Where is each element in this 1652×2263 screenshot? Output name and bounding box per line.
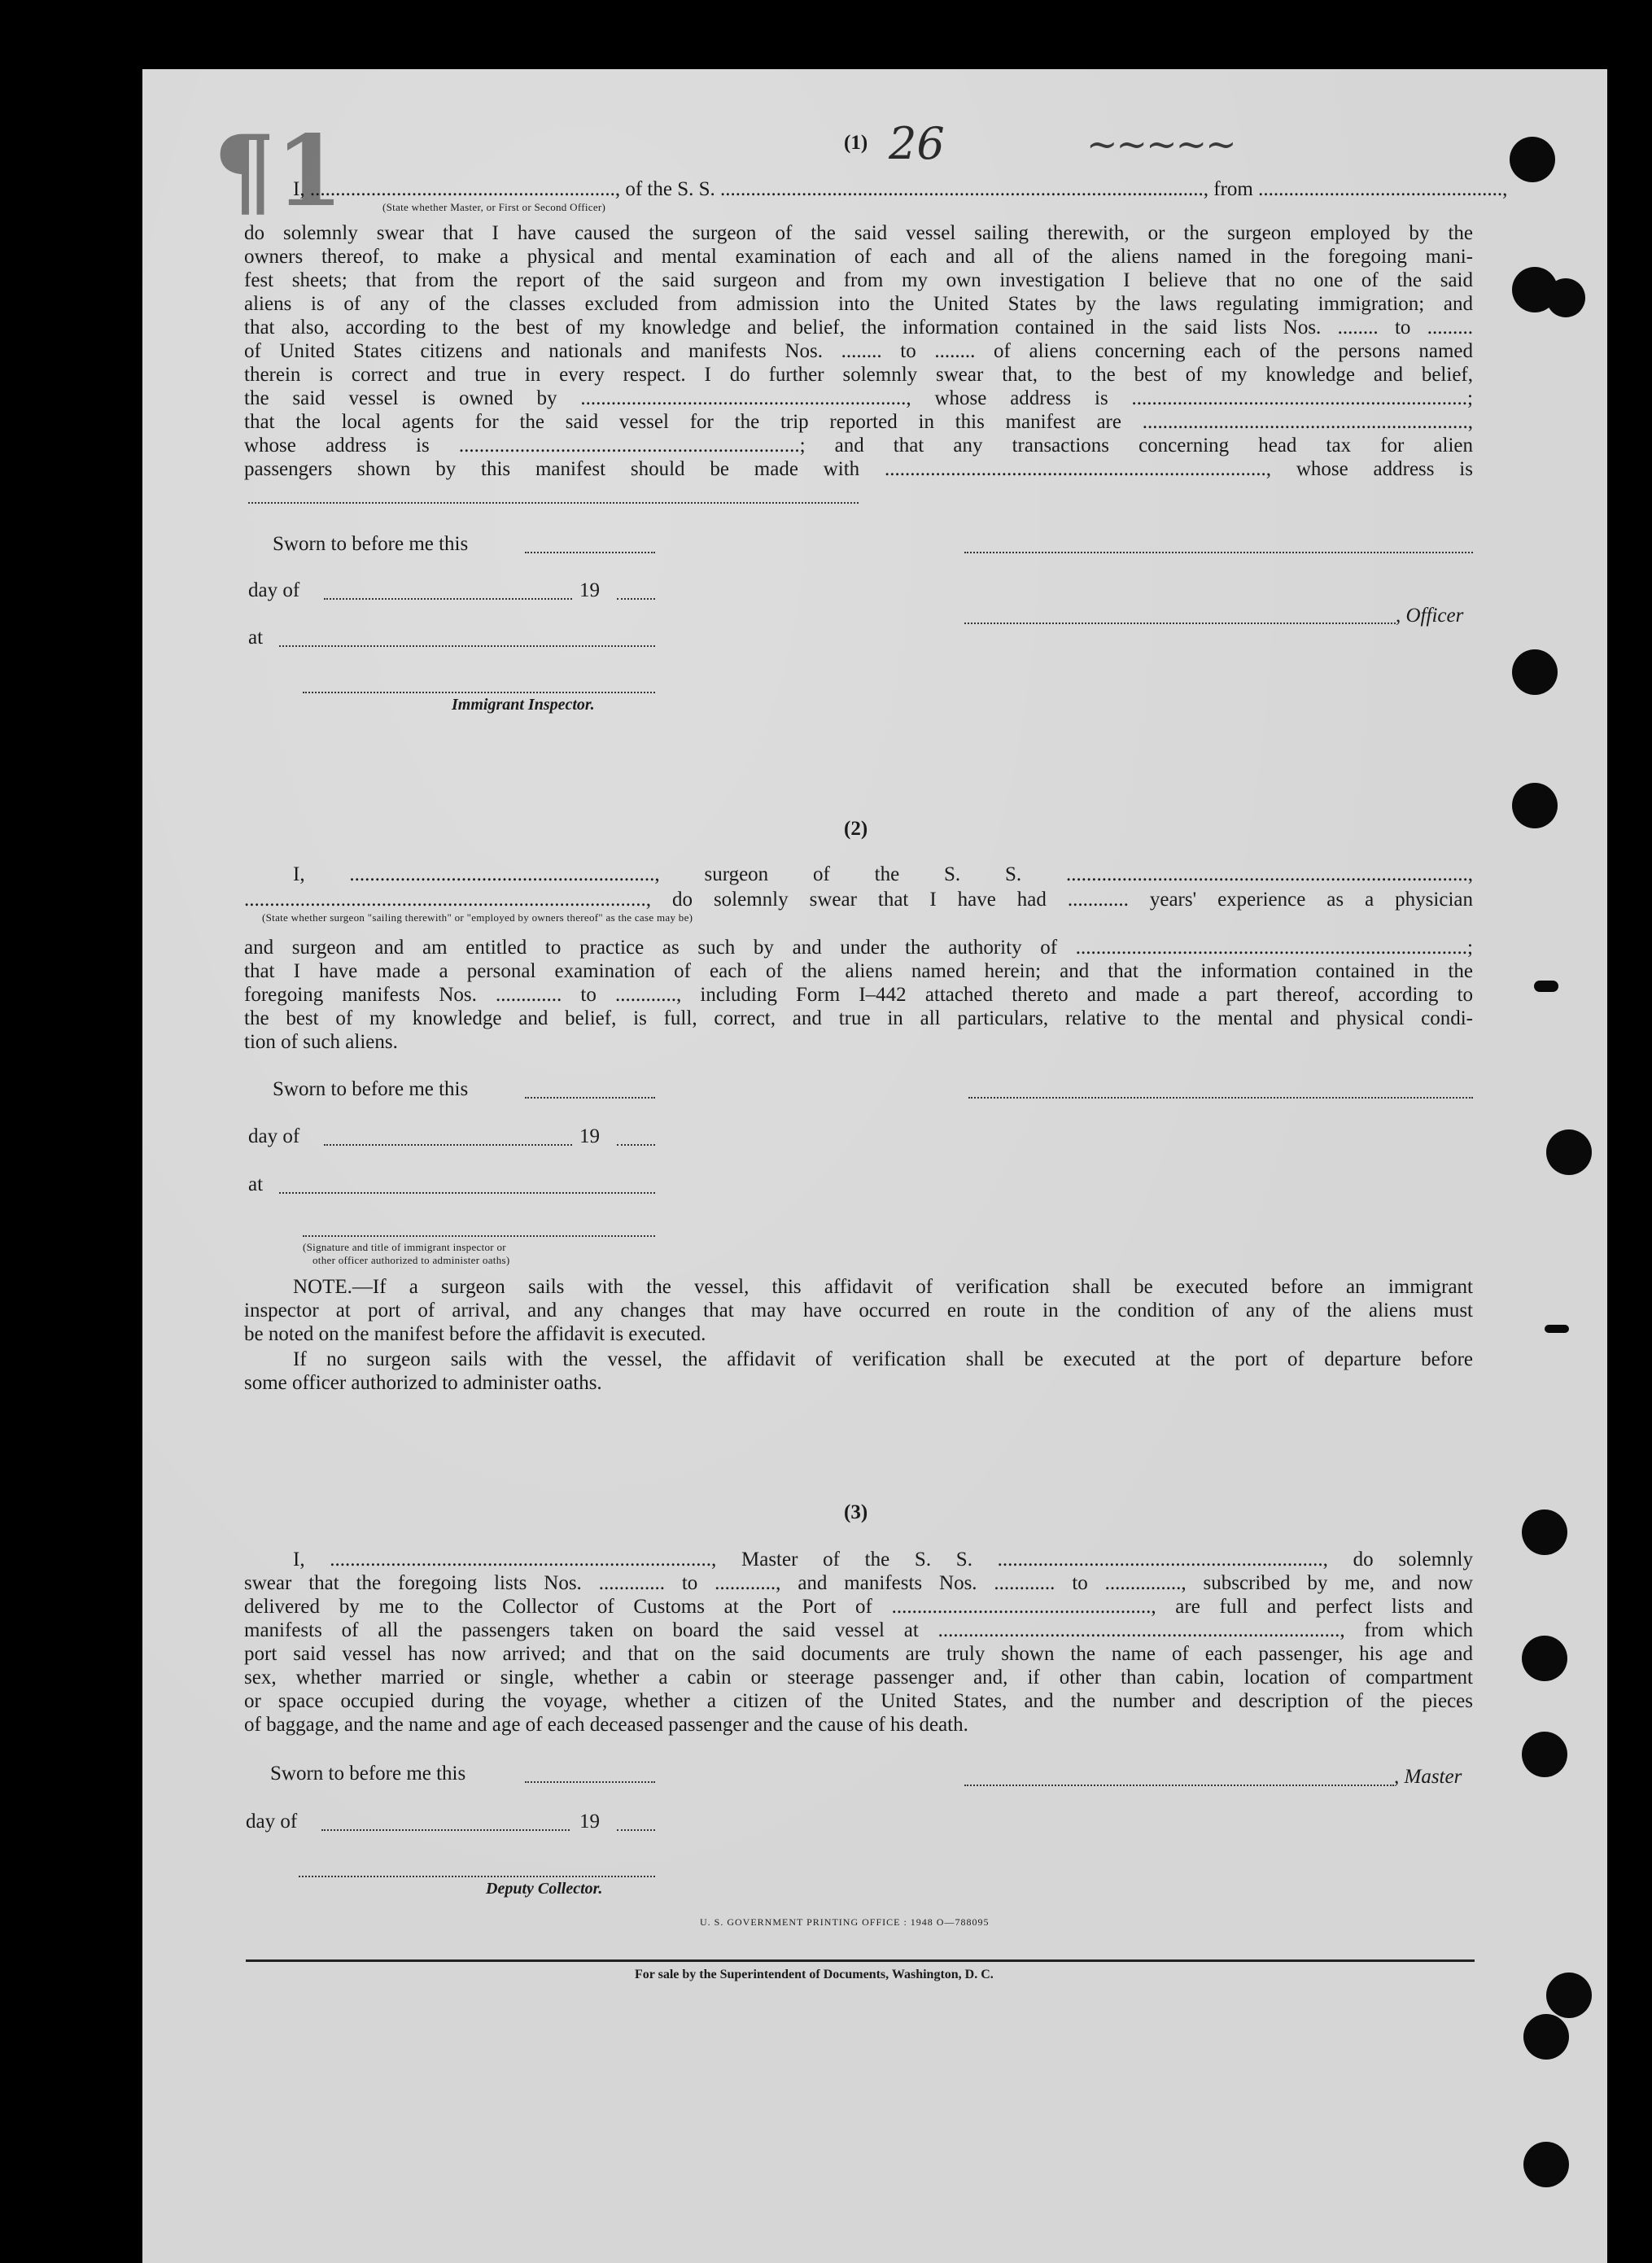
sworn-date-blank[interactable] bbox=[525, 1781, 655, 1783]
handwritten-mark: ~~~~~ bbox=[1086, 122, 1235, 166]
at-blank[interactable] bbox=[279, 1192, 655, 1194]
section-3-line: or space occupied during the voyage, whether a citizen of the United States, and the number and description of the pieces bbox=[244, 1690, 1473, 1712]
section-2-line: and surgeon and am entitled to practice as such by and under the authority of .............................................................................; bbox=[244, 937, 1473, 959]
year-label: 19 bbox=[579, 1811, 600, 1833]
section-1-line: the said vessel is owned by ................................................................, whose address is ..................................................................; bbox=[244, 387, 1473, 409]
section-2-line: the best of my knowledge and belief, is full, correct, and true in all particulars, relative to the mental and physical condi- bbox=[244, 1007, 1473, 1029]
surgeon-note: (State whether surgeon "sailing therewith" or "employed by owners thereof" as the case may be) bbox=[262, 911, 693, 924]
section-3-line: of baggage, and the name and age of each deceased passenger and the cause of his death. bbox=[244, 1714, 968, 1736]
gpo-imprint: U. S. GOVERNMENT PRINTING OFFICE : 1948 O—788095 bbox=[700, 1916, 990, 1928]
section-2-line: ..............................................................................., do solemnly swear that I have had ............ years' experience as a physician bbox=[244, 889, 1473, 911]
section-3-line: manifests of all the passengers taken on board the said vessel at ..............................................................................., from which bbox=[244, 1619, 1473, 1641]
section-3-line: delivered by me to the Collector of Customs at the Port of ..................................................., are full and perfect lists and bbox=[244, 1596, 1473, 1618]
note-line: If no surgeon sails with the vessel, the affidavit of verification shall be executed at the port of departure before bbox=[293, 1348, 1473, 1370]
section-3-line: swear that the foregoing lists Nos. ............. to ............, and manifests Nos. ............ to ..............., subscribed by me, and now bbox=[244, 1572, 1473, 1594]
collector-signature-line[interactable] bbox=[299, 1876, 655, 1877]
master-caption: , Master bbox=[1394, 1766, 1462, 1788]
year-blank[interactable] bbox=[617, 1144, 655, 1146]
note-line: some officer authorized to administer oaths. bbox=[244, 1372, 602, 1394]
binder-hole bbox=[1522, 1732, 1567, 1777]
inspector-caption: Immigrant Inspector. bbox=[452, 696, 595, 714]
sworn-date-blank[interactable] bbox=[525, 552, 655, 553]
master-signature-line[interactable] bbox=[964, 1785, 1394, 1786]
section-2-line: foregoing manifests Nos. ............. to ............, including Form I–442 attached thereto and made a part thereof, according to bbox=[244, 984, 1473, 1006]
section-1-line: do solemnly swear that I have caused the surgeon of the said vessel sailing therewith, or the surgeon employed by the bbox=[244, 222, 1473, 244]
day-blank[interactable] bbox=[324, 1144, 572, 1146]
section-1-line: that also, according to the best of my knowledge and belief, the information contained in the said lists Nos. ........ to ......... bbox=[244, 317, 1473, 339]
section-2-line: I, ............................................................, surgeon of the S. S. ..............................................................................., bbox=[293, 863, 1473, 885]
section-1-line: of United States citizens and nationals and manifests Nos. ........ to ........ of aliens concerning each of the persons named bbox=[244, 340, 1473, 362]
binder-hole bbox=[1534, 981, 1558, 992]
section-1-line: fest sheets; that from the report of the said surgeon and from my own investigation I believe that no one of the said bbox=[244, 269, 1473, 291]
section-3-line: sex, whether married or single, whether a cabin or steerage passenger and, if other than cabin, location of compartment bbox=[244, 1667, 1473, 1689]
sworn-label: Sworn to before me this bbox=[273, 1078, 469, 1100]
handwritten-number: 26 bbox=[889, 118, 945, 169]
sworn-label: Sworn to before me this bbox=[273, 533, 469, 555]
day-blank[interactable] bbox=[321, 1829, 570, 1831]
section-3-number: (3) bbox=[844, 1501, 868, 1523]
binder-hole bbox=[1523, 2142, 1569, 2187]
at-blank[interactable] bbox=[279, 645, 655, 647]
day-of-label: day of bbox=[248, 579, 300, 601]
section-2-number: (2) bbox=[844, 818, 868, 840]
section-1-line: that the local agents for the said vessel for the trip reported in this manifest are ................................................................, bbox=[244, 411, 1473, 433]
year-label: 19 bbox=[579, 1125, 600, 1147]
binder-hole bbox=[1546, 278, 1585, 317]
day-blank[interactable] bbox=[324, 598, 572, 600]
faded-stamp: ¶1 bbox=[213, 114, 343, 229]
at-label: at bbox=[248, 1173, 264, 1195]
inspector-signature-line[interactable] bbox=[303, 692, 655, 693]
note-line: inspector at port of arrival, and any changes that may have occurred en route in the condition of any of the aliens must bbox=[244, 1300, 1473, 1322]
sworn-label: Sworn to before me this bbox=[270, 1763, 466, 1785]
section-1-line: aliens is of any of the classes excluded from admission into the United States by the laws regulating immigration; and bbox=[244, 293, 1473, 315]
year-blank[interactable] bbox=[617, 1829, 655, 1831]
binder-hole bbox=[1512, 783, 1558, 828]
sworn-date-blank[interactable] bbox=[525, 1097, 655, 1099]
officer-line-top[interactable] bbox=[964, 552, 1473, 553]
day-of-label: day of bbox=[248, 1125, 300, 1147]
section-2-line: that I have made a personal examination of each of the aliens named herein; and that the information contained in the bbox=[244, 960, 1473, 982]
binder-hole bbox=[1546, 1972, 1592, 2018]
binder-hole bbox=[1512, 649, 1558, 695]
signature-caption: other officer authorized to administer oaths) bbox=[312, 1254, 510, 1266]
section-1-line: owners thereof, to make a physical and mental examination of each and all of the aliens named in the foregoing mani- bbox=[244, 246, 1473, 268]
inspector-signature-line[interactable] bbox=[303, 1235, 655, 1237]
officer-line[interactable] bbox=[964, 623, 1396, 624]
section-3-line: port said vessel has now arrived; and that on the said documents are truly shown the name of each passenger, his age and bbox=[244, 1643, 1473, 1665]
section-3-line: I, ..........................................................................., Master of the S. S. ................................................................, do solemnly bbox=[293, 1549, 1473, 1571]
section-1-number: (1) bbox=[844, 132, 868, 154]
signature-caption: (Signature and title of immigrant inspector or bbox=[303, 1241, 506, 1253]
binder-hole bbox=[1546, 1129, 1592, 1175]
binder-hole bbox=[1523, 2014, 1569, 2060]
master-note: (State whether Master, or First or Second Officer) bbox=[382, 201, 606, 213]
section-2-line: tion of such aliens. bbox=[244, 1031, 398, 1053]
note-line: NOTE.—If a surgeon sails with the vessel, this affidavit of verification shall be executed before an immigrant bbox=[293, 1276, 1473, 1298]
section-1-line: I, ............................................................, of the S. S. ..............................................................................................., from ................................................, bbox=[293, 178, 1508, 200]
note-line: be noted on the manifest before the affidavit is executed. bbox=[244, 1323, 706, 1345]
section-1-line: whose address is ...................................................................; and that any transactions concerning head tax for alien bbox=[244, 435, 1473, 457]
section-1-line: passengers shown by this manifest should be made with ..........................................................................., whose address is bbox=[244, 458, 1473, 480]
binder-hole bbox=[1510, 137, 1555, 182]
at-label: at bbox=[248, 627, 264, 649]
binder-hole bbox=[1545, 1325, 1569, 1333]
surgeon-signature-line[interactable] bbox=[968, 1097, 1473, 1099]
officer-caption: , Officer bbox=[1396, 605, 1464, 627]
binder-hole bbox=[1522, 1509, 1567, 1555]
address-blank[interactable] bbox=[248, 502, 859, 504]
footer-rule bbox=[246, 1959, 1475, 1962]
sale-notice: For sale by the Superintendent of Documents, Washington, D. C. bbox=[635, 1968, 994, 1981]
section-1-line: therein is correct and true in every respect. I do further solemnly swear that, to the best of my knowledge and belief, bbox=[244, 364, 1473, 386]
collector-caption: Deputy Collector. bbox=[486, 1880, 603, 1898]
year-label: 19 bbox=[579, 579, 600, 601]
binder-hole bbox=[1522, 1636, 1567, 1681]
year-blank[interactable] bbox=[617, 598, 655, 600]
day-of-label: day of bbox=[246, 1811, 298, 1833]
